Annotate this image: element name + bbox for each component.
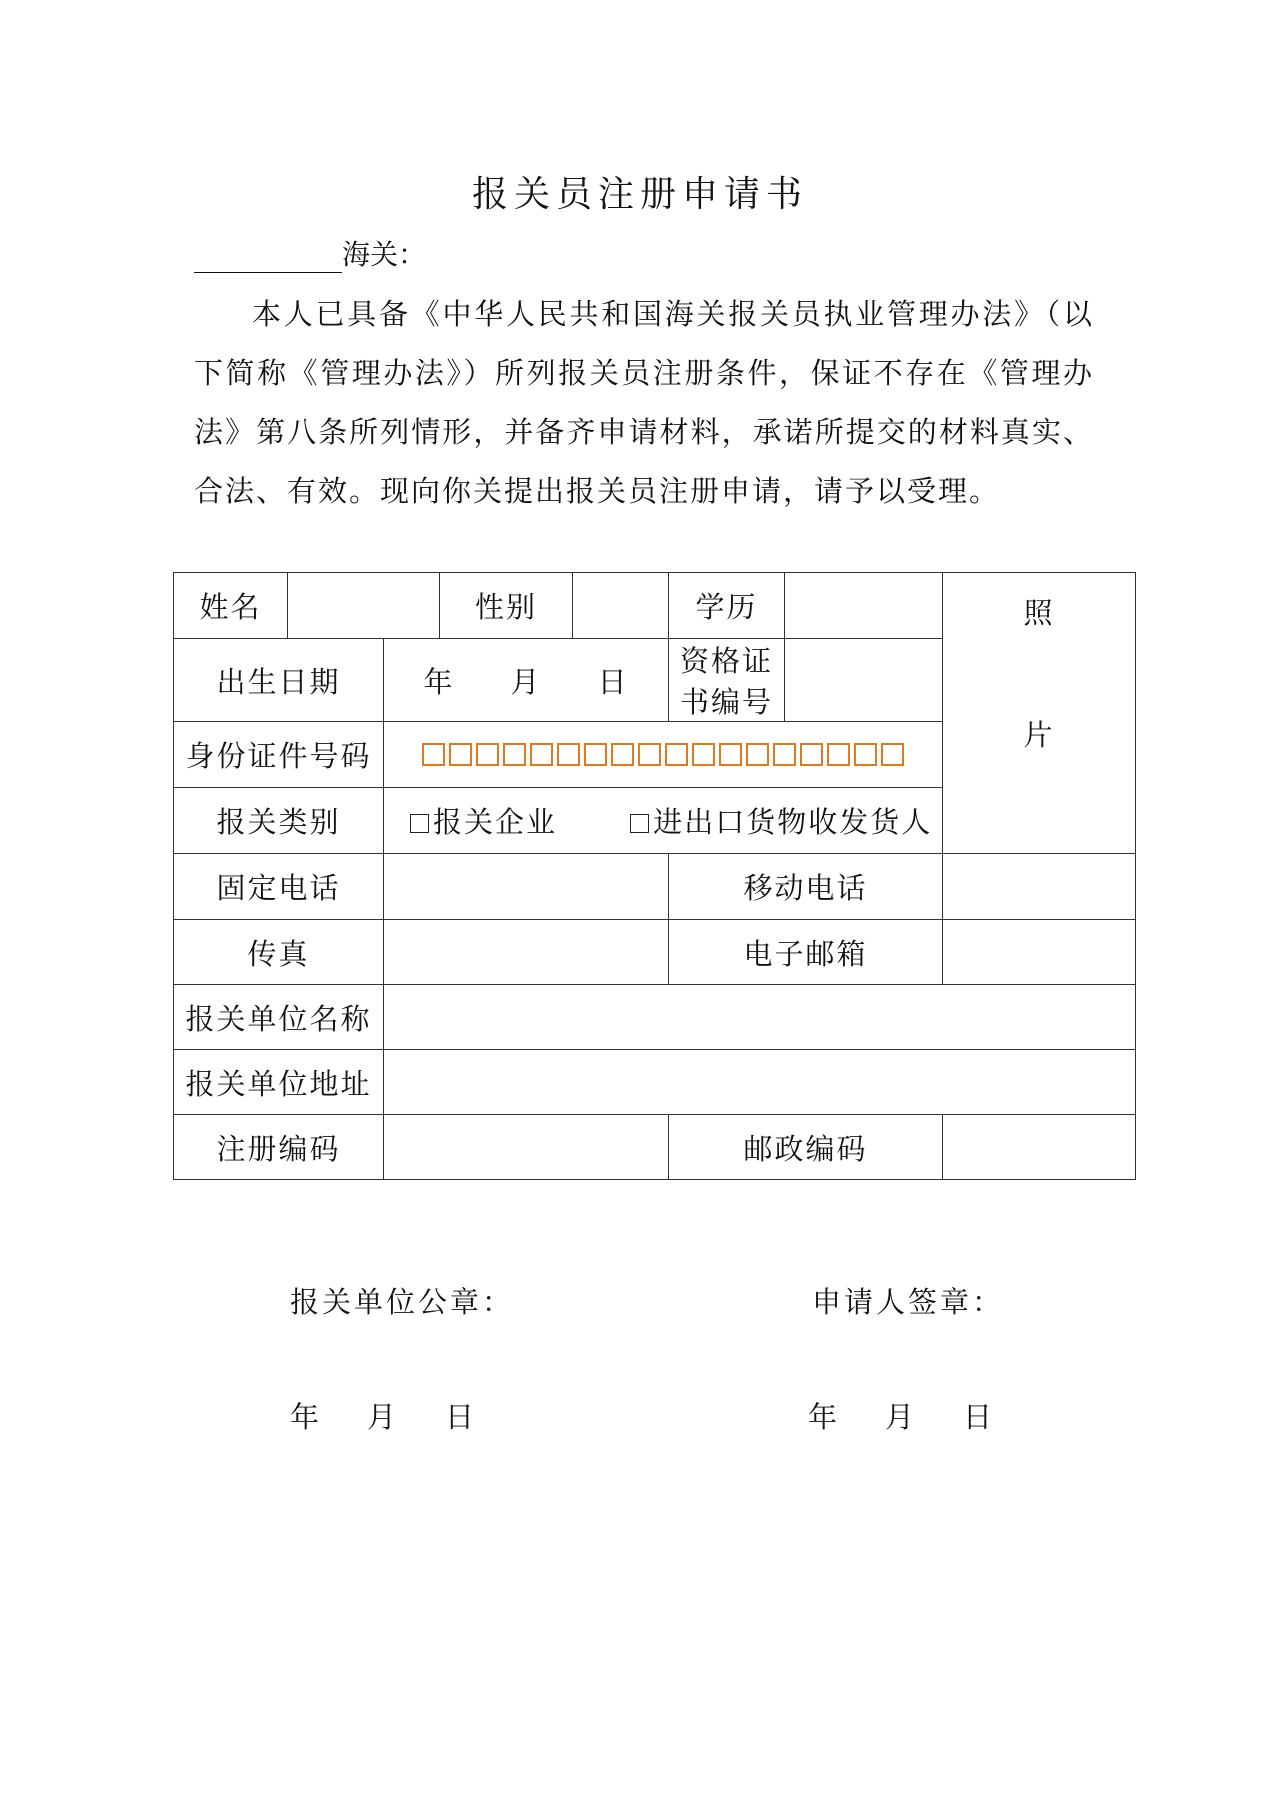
document-title: 报关员注册申请书	[471, 174, 808, 215]
option-enterprise[interactable]: 报关企业	[410, 800, 557, 841]
id-digit-box[interactable]	[503, 743, 526, 766]
unit-address-label: 报关单位地址	[174, 1050, 384, 1115]
cert-no-field[interactable]	[785, 639, 943, 722]
customs-name-blank[interactable]	[194, 242, 342, 273]
birth-day-label: 日	[597, 664, 629, 699]
birth-year-label: 年	[423, 664, 455, 699]
id-digit-box[interactable]	[881, 743, 904, 766]
name-label: 姓名	[174, 573, 288, 639]
birth-month-label: 月	[510, 664, 542, 699]
id-digit-boxes[interactable]	[384, 743, 942, 766]
id-digit-box[interactable]	[746, 743, 769, 766]
applicant-date-day: 日	[963, 1400, 993, 1434]
birth-date-field[interactable]	[384, 639, 669, 722]
id-digit-box[interactable]	[638, 743, 661, 766]
consignor-checkbox[interactable]	[630, 814, 649, 833]
id-digit-box[interactable]	[530, 743, 553, 766]
photo-cell[interactable]	[943, 573, 1136, 854]
id-digit-box[interactable]	[449, 743, 472, 766]
id-digit-box[interactable]	[584, 743, 607, 766]
applicant-date-month: 月	[885, 1400, 915, 1434]
addressee-line	[194, 233, 426, 273]
unit-name-label: 报关单位名称	[174, 985, 384, 1050]
unit-name-field[interactable]	[384, 985, 1136, 1050]
landline-label: 固定电话	[174, 854, 384, 920]
name-field[interactable]	[288, 573, 440, 639]
cert-no-label: 资格证书编号	[669, 639, 785, 722]
id-digit-box[interactable]	[611, 743, 634, 766]
mobile-label: 移动电话	[669, 854, 943, 920]
landline-field[interactable]	[384, 854, 669, 920]
postal-code-label: 邮政编码	[669, 1115, 943, 1180]
declaration-paragraph: 本人已具备《中华人民共和国海关报关员执业管理办法》（以下简称《管理办法》）所列报关员注册条件，保证不存在《管理办法》第八条所列情形，并备齐申请材料，承诺所提交的材料真实、合法、有效。现向你关提出报关员注册申请，请予以受理。	[194, 297, 1094, 508]
registration-form-table	[173, 572, 1136, 1180]
gender-field[interactable]	[573, 573, 669, 639]
id-digit-box[interactable]	[557, 743, 580, 766]
education-label: 学历	[669, 573, 785, 639]
photo-label-top: 照	[1023, 596, 1055, 630]
reg-code-label: 注册编码	[174, 1115, 384, 1180]
fax-label: 传真	[174, 920, 384, 985]
gender-label: 性别	[440, 573, 573, 639]
option-consignor[interactable]: 进出口货物收发货人	[630, 800, 932, 841]
id-digit-box[interactable]	[773, 743, 796, 766]
mobile-field[interactable]	[943, 854, 1136, 920]
unit-date-day: 日	[445, 1400, 475, 1434]
applicant-date-year: 年	[808, 1400, 838, 1434]
id-digit-box[interactable]	[422, 743, 445, 766]
unit-date-month: 月	[367, 1400, 397, 1434]
reg-code-field[interactable]	[384, 1115, 669, 1180]
enterprise-checkbox[interactable]	[410, 814, 429, 833]
id-digit-box[interactable]	[719, 743, 742, 766]
id-digit-box[interactable]	[854, 743, 877, 766]
customs-type-label: 报关类别	[174, 788, 384, 854]
id-no-label: 身份证件号码	[174, 722, 384, 788]
photo-label-bottom: 片	[1023, 718, 1055, 752]
customs-type-options	[384, 788, 943, 854]
id-digit-box[interactable]	[827, 743, 850, 766]
birth-date-label: 出生日期	[174, 639, 384, 722]
email-field[interactable]	[943, 920, 1136, 985]
addressee-suffix: 海关：	[342, 238, 427, 271]
id-digit-box[interactable]	[665, 743, 688, 766]
education-field[interactable]	[785, 573, 943, 639]
applicant-sign-label: 申请人签章：	[812, 1285, 1005, 1319]
postal-code-field[interactable]	[943, 1115, 1136, 1180]
unit-address-field[interactable]	[384, 1050, 1136, 1115]
unit-date-year: 年	[290, 1400, 320, 1434]
fax-field[interactable]	[384, 920, 669, 985]
id-digit-box[interactable]	[800, 743, 823, 766]
id-no-field[interactable]	[384, 722, 943, 788]
email-label: 电子邮箱	[669, 920, 943, 985]
unit-seal-label: 报关单位公章：	[290, 1285, 515, 1319]
id-digit-box[interactable]	[692, 743, 715, 766]
id-digit-box[interactable]	[476, 743, 499, 766]
